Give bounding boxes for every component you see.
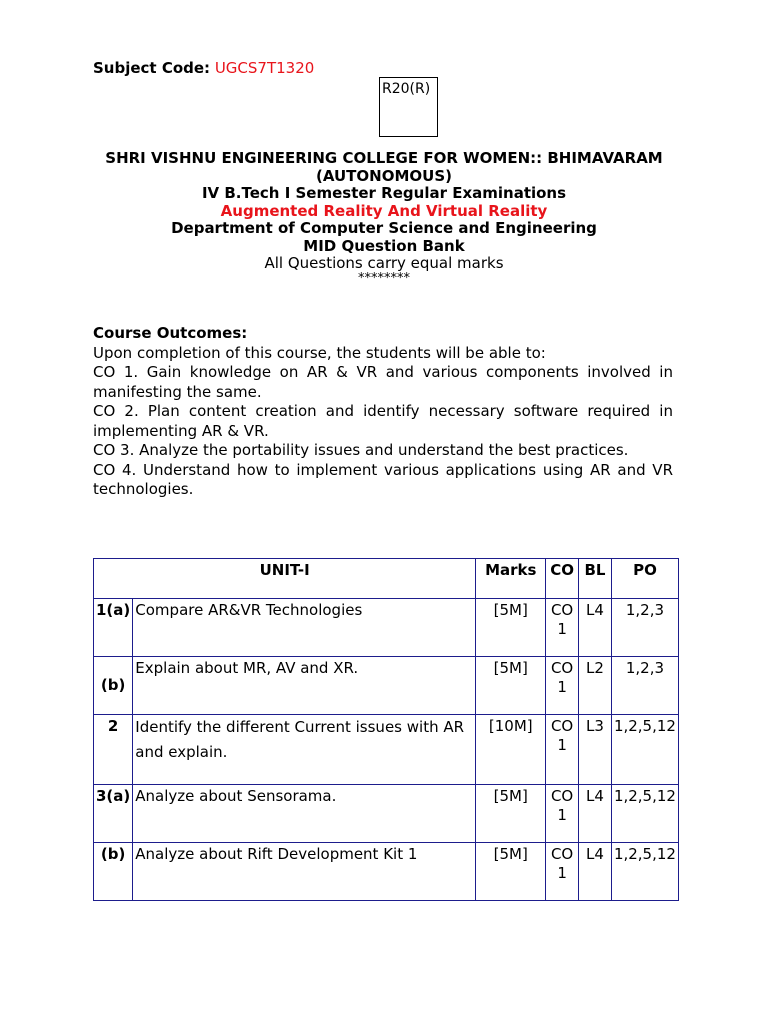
header-bl: BL xyxy=(579,559,612,599)
college-name: SHRI VISHNU ENGINEERING COLLEGE FOR WOMEN:: BHIMAVARAM xyxy=(105,149,663,167)
question-text: Analyze about Rift Development Kit 1 xyxy=(133,843,476,901)
table-row xyxy=(94,599,679,657)
header-po: PO xyxy=(611,559,678,599)
question-text: Explain about MR, AV and XR. xyxy=(133,657,476,715)
question-marks: [5M] xyxy=(476,657,546,715)
question-po: 1,2,3 xyxy=(611,657,678,715)
table-row xyxy=(94,657,679,715)
outcome-item: CO 4. Understand how to implement various applications using AR and VR technologies. xyxy=(93,460,673,498)
regulation-box: R20(R) xyxy=(379,77,438,137)
table-header-row xyxy=(94,559,679,599)
question-number: 1(a) xyxy=(94,599,133,657)
question-co: CO 1 xyxy=(546,657,579,715)
question-marks: [5M] xyxy=(476,785,546,843)
header-unit: UNIT-I xyxy=(94,559,476,599)
outcomes-intro: Upon completion of this course, the students will be able to: xyxy=(93,343,546,362)
exam-title: IV B.Tech I Semester Regular Examinations xyxy=(201,184,567,202)
course-title: Augmented Reality And Virtual Reality xyxy=(220,201,548,220)
question-po: 1,2,5,12 xyxy=(611,785,678,843)
table-row xyxy=(94,715,679,785)
marks-note: All Questions carry equal marks xyxy=(264,254,504,272)
question-bl: L4 xyxy=(579,599,612,657)
question-marks: [5M] xyxy=(476,599,546,657)
question-bl: L4 xyxy=(579,843,612,901)
question-po: 1,2,3 xyxy=(611,599,678,657)
outcome-item: CO 1. Gain knowledge on AR & VR and various components involved in manifesting the same. xyxy=(93,363,673,401)
course-outcomes xyxy=(93,324,673,500)
table-row xyxy=(94,843,679,901)
question-po: 1,2,5,12 xyxy=(611,843,678,901)
header-marks: Marks xyxy=(476,559,546,599)
document-header xyxy=(60,150,708,284)
question-co: CO 1 xyxy=(546,785,579,843)
outcomes-title: Course Outcomes: xyxy=(93,324,248,342)
question-marks: [5M] xyxy=(476,843,546,901)
question-bl: L4 xyxy=(579,785,612,843)
unit-question-table xyxy=(93,558,679,901)
stars-divider: ******** xyxy=(358,270,410,286)
outcome-item: CO 3. Analyze the portability issues and understand the best practices. xyxy=(93,441,629,459)
question-number: 2 xyxy=(94,715,133,785)
question-number: 3(a) xyxy=(94,785,133,843)
subject-code-value: UGCS7T1320 xyxy=(214,59,315,77)
question-number: (b) xyxy=(94,843,133,901)
question-marks: [10M] xyxy=(476,715,546,785)
department-name: Department of Computer Science and Engineering xyxy=(171,219,597,237)
subject-code xyxy=(93,59,314,77)
header-co: CO xyxy=(546,559,579,599)
question-bl: L2 xyxy=(579,657,612,715)
question-bank-title: MID Question Bank xyxy=(303,236,465,255)
table-row xyxy=(94,785,679,843)
question-text: Compare AR&VR Technologies xyxy=(133,599,476,657)
question-co: CO 1 xyxy=(546,843,579,901)
question-co: CO 1 xyxy=(546,715,579,785)
outcome-item: CO 2. Plan content creation and identify necessary software required in implementing AR & VR. xyxy=(93,402,673,440)
subject-code-label: Subject Code: xyxy=(93,59,211,77)
question-co: CO 1 xyxy=(546,599,579,657)
question-bl: L3 xyxy=(579,715,612,785)
question-number: (b) xyxy=(94,657,133,715)
autonomous-label: (AUTONOMOUS) xyxy=(316,166,452,185)
question-po: 1,2,5,12 xyxy=(611,715,678,785)
question-text: Analyze about Sensorama. xyxy=(133,785,476,843)
question-text: Identify the different Current issues with AR and explain. xyxy=(133,715,476,785)
